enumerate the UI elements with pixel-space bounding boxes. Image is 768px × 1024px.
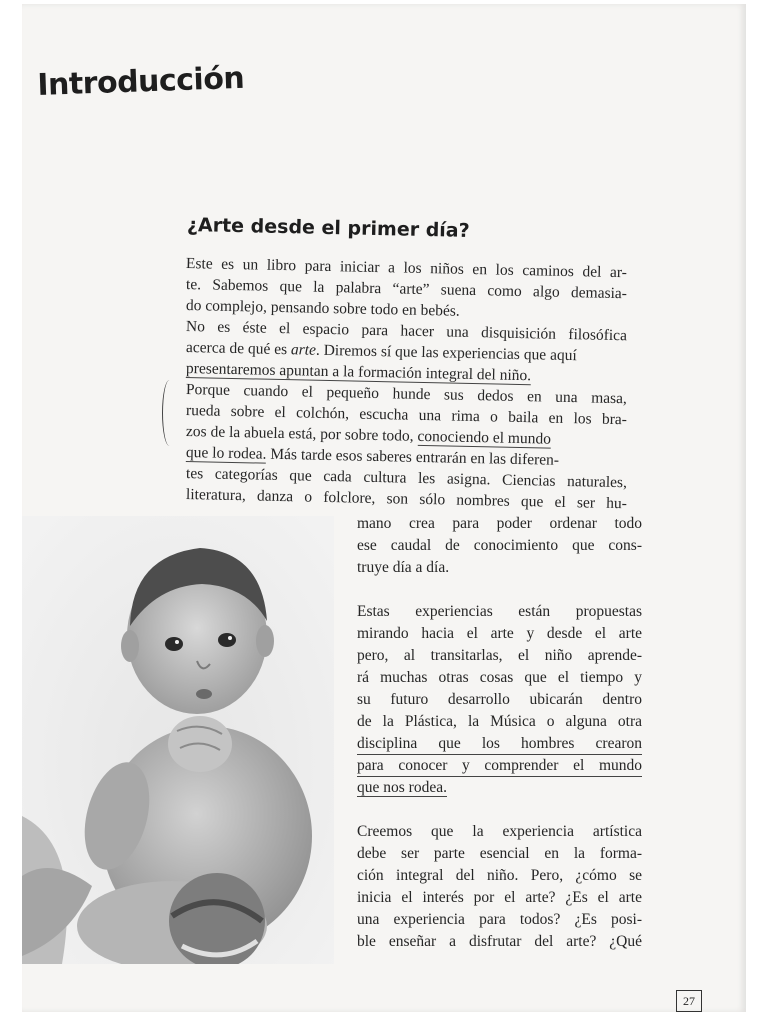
underlined-text: que nos rodea. (357, 779, 447, 796)
body-line: No es éste el espacio para hacer una disquisición filosófica (185, 318, 628, 345)
body-line: te. Sabemos que la palabra “arte” suena como algo demasia- (185, 276, 628, 303)
underlined-text: para conocer y comprender el mundo (357, 756, 642, 777)
body-line: su futuro desarrollo ubicarán dentro (357, 691, 642, 708)
section-title: ¿Arte desde el primer día? (186, 214, 470, 242)
body-line: Este es un libro para iniciar a los niños en los caminos del ar- (185, 255, 628, 282)
body-line: de la Plástica, la Música o alguna otra (357, 713, 642, 730)
body-line: debe ser parte esencial en la forma- (357, 845, 642, 862)
underlined-text: presentaremos apuntan a la formación integral del niño. (185, 360, 532, 385)
body-line: inicia el interés por el arte? ¿Es el arte (357, 889, 642, 906)
body-line: rá muchas otras cosas que el tiempo y (357, 669, 642, 686)
baby-photo (22, 516, 334, 964)
book-page (22, 4, 746, 1012)
body-line: Estas experiencias están propuestas (357, 603, 642, 620)
body-line: una experiencia para todos? ¿Es posi- (357, 911, 642, 928)
body-line: mirando hacia el arte y desde el arte (357, 625, 642, 642)
body-line: ción integral del niño. Pero, ¿cómo se (357, 867, 642, 884)
body-line: Porque cuando el pequeño hunde sus dedos en una masa, (185, 381, 628, 408)
underlined-text: conociendo el mundo (417, 427, 552, 448)
body-line: rueda sobre el colchón, escucha una rima o baila en los bra- (185, 402, 628, 429)
body-line (357, 734, 642, 755)
body-line: Creemos que la experiencia artística (357, 823, 642, 840)
body-line: acerca de qué es arte. Diremos sí que las experiencias que aquí (185, 339, 577, 365)
body-line: zos de la abuela está, por sobre todo, conociendo el mundo (185, 423, 552, 448)
body-line: truye día a día. (357, 559, 450, 576)
body-line (357, 778, 642, 798)
body-line: tes categorías que cada cultura les asigna. Ciencias naturales, (185, 465, 628, 492)
body-line: pero, al transitarlas, el niño aprende- (357, 647, 642, 664)
pencil-margin-mark (162, 380, 177, 446)
underlined-text: que lo rodea. (185, 444, 267, 463)
body-line: ese caudal de conocimiento que cons- (357, 537, 642, 554)
body-line: ble enseñar a disfrutar del arte? ¿Qué (357, 933, 642, 950)
body-line: que lo rodea. Más tarde esos saberes entrarán en las diferen- (185, 444, 560, 469)
underlined-text: disciplina que los hombres crearon (357, 734, 642, 755)
chapter-title: Introducción (36, 60, 245, 103)
body-line: mano crea para poder ordenar todo (357, 515, 642, 532)
body-line (357, 756, 642, 777)
body-line: literatura, danza o folclore, son sólo nombres que el ser hu- (185, 486, 628, 513)
body-line: do complejo, pensando sobre todo en bebés. (185, 297, 460, 320)
page-number: 27 (676, 990, 702, 1012)
